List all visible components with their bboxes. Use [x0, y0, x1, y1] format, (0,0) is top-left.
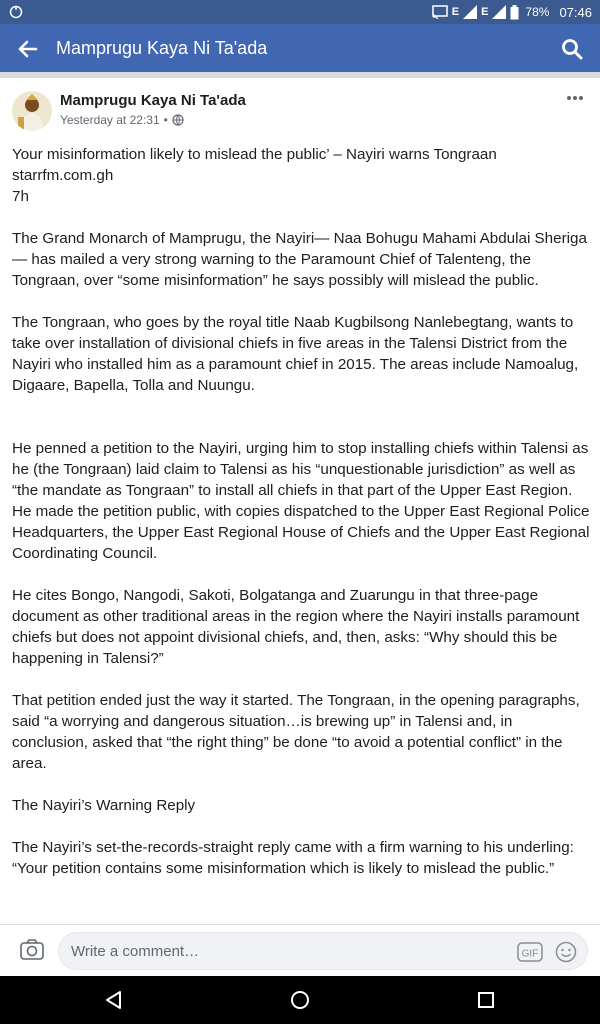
- avatar[interactable]: [12, 91, 52, 131]
- signal-icon: [492, 5, 506, 19]
- battery-icon: [510, 5, 519, 20]
- emoji-icon[interactable]: [555, 941, 577, 963]
- age-line: 7h: [12, 188, 29, 205]
- back-arrow-icon[interactable]: [16, 38, 38, 60]
- home-circle-icon[interactable]: [290, 990, 310, 1010]
- network-type-1: E: [451, 6, 460, 18]
- globe-icon: [172, 114, 184, 126]
- system-nav-bar: [0, 976, 600, 1024]
- comment-input[interactable]: [58, 932, 588, 970]
- paragraph: The Tongraan, who goes by the royal title Naab Kugbilsong Nanlebegtang, wants to take over installation of divisional chiefs in five areas in the Talensi District from the Nayiri who installed him as a paramount chief in 2015. The areas include Namoalug, Digaare, Bapella, Tolla and Nuungu.: [12, 314, 579, 394]
- back-triangle-icon[interactable]: [104, 990, 124, 1010]
- paragraph: The Grand Monarch of Mamprugu, the Nayiri— Naa Bohugu Mahami Abdulai Sheriga— has mailed a very strong warning to the Paramount Chief of Talenteng, the Tongraan, over “some misinformation” he says possibly will mislead the public.: [12, 230, 587, 289]
- meta-separator: •: [163, 113, 168, 127]
- status-icons: [432, 4, 592, 20]
- more-dots-icon[interactable]: [566, 90, 584, 106]
- battery-percent: 78%: [525, 5, 550, 19]
- headline-line: Your misinformation likely to mislead the public’ – Nayiri warns Tongraan: [12, 146, 497, 163]
- signal-icon: [463, 5, 477, 19]
- clock: 07:46: [559, 4, 592, 20]
- paragraph: That petition ended just the way it started. The Tongraan, in the opening paragraphs, said “a worrying and dangerous situation…is brewing up” in Talensi and, in conclusion, asked that “the right thing” be done “to avoid a potential conflict” in the area.: [12, 692, 580, 772]
- recents-square-icon[interactable]: [476, 990, 496, 1010]
- paragraph: He penned a petition to the Nayiri, urging him to stop installing chiefs within Talensi as he (the Tongraan) laid claim to Talensi as his “unquestionable jurisdiction” as well as “the mandate as Tongraan” to install all chiefs in that part of the Upper East Region. He made the petition public, with copies dispatched to the Upper East Regional Police Headquarters, the Upper East Regional House of Chiefs and the Upper East Regional Coordinating Council.: [12, 440, 590, 562]
- comment-placeholder: Write a comment…: [71, 943, 200, 960]
- post-meta: [60, 113, 184, 127]
- post-timestamp[interactable]: Yesterday at 22:31: [60, 113, 160, 127]
- section-heading: The Nayiri’s Warning Reply: [12, 797, 196, 814]
- gif-icon[interactable]: [517, 941, 543, 963]
- app-bar: [0, 24, 600, 72]
- network-type-2: E: [481, 6, 489, 18]
- sync-icon: [8, 4, 24, 20]
- comment-bar: [0, 924, 600, 976]
- source-line: starrfm.com.gh: [12, 167, 114, 184]
- camera-icon[interactable]: [19, 938, 45, 962]
- paragraph: The Nayiri’s set-the-records-straight reply came with a firm warning to his underling: “Your petition contains some misinformation which is likely to mislead the public.”: [12, 839, 574, 877]
- paragraph: He cites Bongo, Nangodi, Sakoti, Bolgatanga and Zuarungu in that three-page document as other traditional areas in the region where the Nayiri installs paramount chiefs but does not appoint divisional chiefs, and, then, asks: “Why should this be happening in Talensi?”: [12, 587, 580, 667]
- post-author[interactable]: Mamprugu Kaya Ni Ta'ada: [60, 92, 246, 109]
- status-bar: [0, 0, 600, 24]
- page-title: Mamprugu Kaya Ni Ta'ada: [56, 38, 268, 58]
- gif-label: GIF: [521, 948, 539, 960]
- search-icon[interactable]: [560, 37, 584, 61]
- post-body: [12, 144, 590, 879]
- cast-icon: [432, 5, 448, 19]
- post-card: [0, 78, 600, 924]
